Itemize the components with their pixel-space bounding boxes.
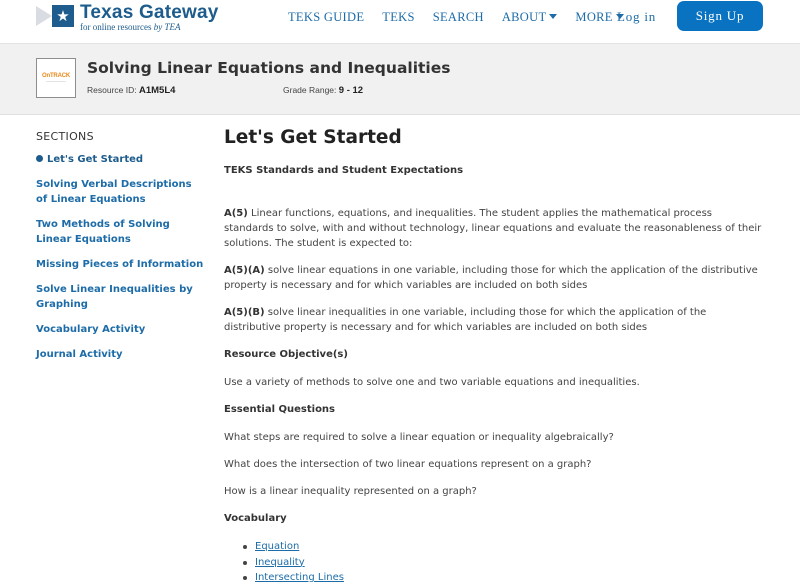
- standard-code: A(5)(A): [224, 265, 265, 276]
- essential-question: How is a linear inequality represented on a graph?: [224, 486, 477, 497]
- sign-up-button[interactable]: Sign Up: [677, 1, 763, 31]
- page-title: Let's Get Started: [224, 127, 402, 148]
- nav-search[interactable]: SEARCH: [432, 10, 484, 24]
- active-dot-icon: [36, 155, 43, 162]
- nav-links: [288, 10, 642, 25]
- list-item: [224, 570, 764, 586]
- sidebar-item-verbal-descriptions[interactable]: Solving Verbal Descriptions of Linear Equations: [36, 179, 192, 205]
- nav-more-label: MORE: [575, 10, 613, 24]
- logo-subtitle-suffix: by TEA: [153, 22, 181, 32]
- login-link[interactable]: Log in: [617, 9, 657, 24]
- logo-subtitle-prefix: for online resources: [80, 22, 152, 32]
- resource-id: [87, 85, 175, 96]
- ontrack-logo-on: On: [42, 72, 50, 79]
- standard-a5: [224, 206, 764, 251]
- vocabulary-list: [224, 539, 764, 586]
- vocabulary-heading: Vocabulary: [224, 513, 287, 524]
- teks-heading: TEKS Standards and Student Expectations: [224, 165, 464, 176]
- resource-thumbnail: [36, 58, 76, 98]
- sections-sidebar: [36, 130, 206, 372]
- objective-text: Use a variety of methods to solve one and two variable equations and inequalities.: [224, 377, 640, 388]
- list-item: [224, 539, 764, 555]
- sidebar-item-two-methods[interactable]: Two Methods of Solving Linear Equations: [36, 219, 170, 245]
- vocab-link-inequality[interactable]: Inequality: [255, 556, 305, 568]
- standard-a5a: [224, 263, 764, 293]
- grade-range-label: Grade Range:: [283, 85, 337, 95]
- standard-a5b: [224, 305, 764, 335]
- logo-subtitle: [80, 23, 219, 32]
- star-icon: ★: [52, 5, 74, 27]
- list-item: [224, 555, 764, 571]
- ontrack-logo-line: ────────: [46, 79, 66, 84]
- standard-text: solve linear inequalities in one variable, including those for which the application of the distributive property is necessary and for which variables are included on both sides: [224, 307, 707, 333]
- sidebar-item-vocabulary-activity[interactable]: Vocabulary Activity: [36, 324, 146, 335]
- objective-heading: Resource Objective(s): [224, 349, 348, 360]
- nav-teks-guide[interactable]: TEKS GUIDE: [288, 10, 365, 24]
- sidebar-item-label: Let's Get Started: [47, 154, 144, 165]
- essential-question: What steps are required to solve a linear equation or inequality algebraically?: [224, 432, 614, 443]
- standard-text: solve linear equations in one variable, including those for which the application of the distributive property is necessary and for which variables are included on both sides: [224, 265, 758, 291]
- grade-range-value: 9 - 12: [338, 85, 364, 96]
- standard-code: A(5)(B): [224, 307, 265, 318]
- ontrack-logo: [42, 73, 70, 79]
- sections-heading: SECTIONS: [36, 130, 94, 143]
- chevron-down-icon: [549, 14, 557, 19]
- essential-questions-heading: Essential Questions: [224, 404, 336, 415]
- nav-about-label: ABOUT: [501, 10, 547, 24]
- essential-question: What does the intersection of two linear equations represent on a graph?: [224, 459, 592, 470]
- sidebar-item-journal-activity[interactable]: Journal Activity: [36, 349, 123, 360]
- standard-code: A(5): [224, 208, 248, 219]
- standard-text: Linear functions, equations, and inequalities. The student applies the mathematical process standards to solve, with and without technology, linear equations and evaluate the reasonableness of their solutions. The student is expected to:: [224, 208, 762, 249]
- sidebar-item-missing-pieces[interactable]: Missing Pieces of Information: [36, 259, 204, 270]
- logo-title: Texas Gateway: [80, 2, 219, 23]
- resource-title: Solving Linear Equations and Inequalities: [87, 59, 451, 77]
- nav-teks[interactable]: TEKS: [382, 10, 415, 24]
- vocab-link-equation[interactable]: Equation: [255, 541, 300, 552]
- grade-range: [283, 85, 363, 96]
- resource-id-value: A1M5L4: [138, 85, 176, 96]
- resource-header: [0, 44, 800, 115]
- vocab-link-intersecting-lines[interactable]: Intersecting Lines: [255, 572, 344, 583]
- logo-text: [80, 2, 219, 32]
- ontrack-logo-track: TRACK: [49, 72, 70, 79]
- nav-about-menu[interactable]: [502, 10, 558, 25]
- resource-id-label: Resource ID:: [87, 85, 137, 95]
- top-navigation: [0, 0, 800, 44]
- sidebar-item-lets-get-started[interactable]: [36, 152, 206, 167]
- sidebar-item-inequalities-graphing[interactable]: Solve Linear Inequalities by Graphing: [36, 284, 193, 310]
- logo-triangle: [36, 6, 52, 26]
